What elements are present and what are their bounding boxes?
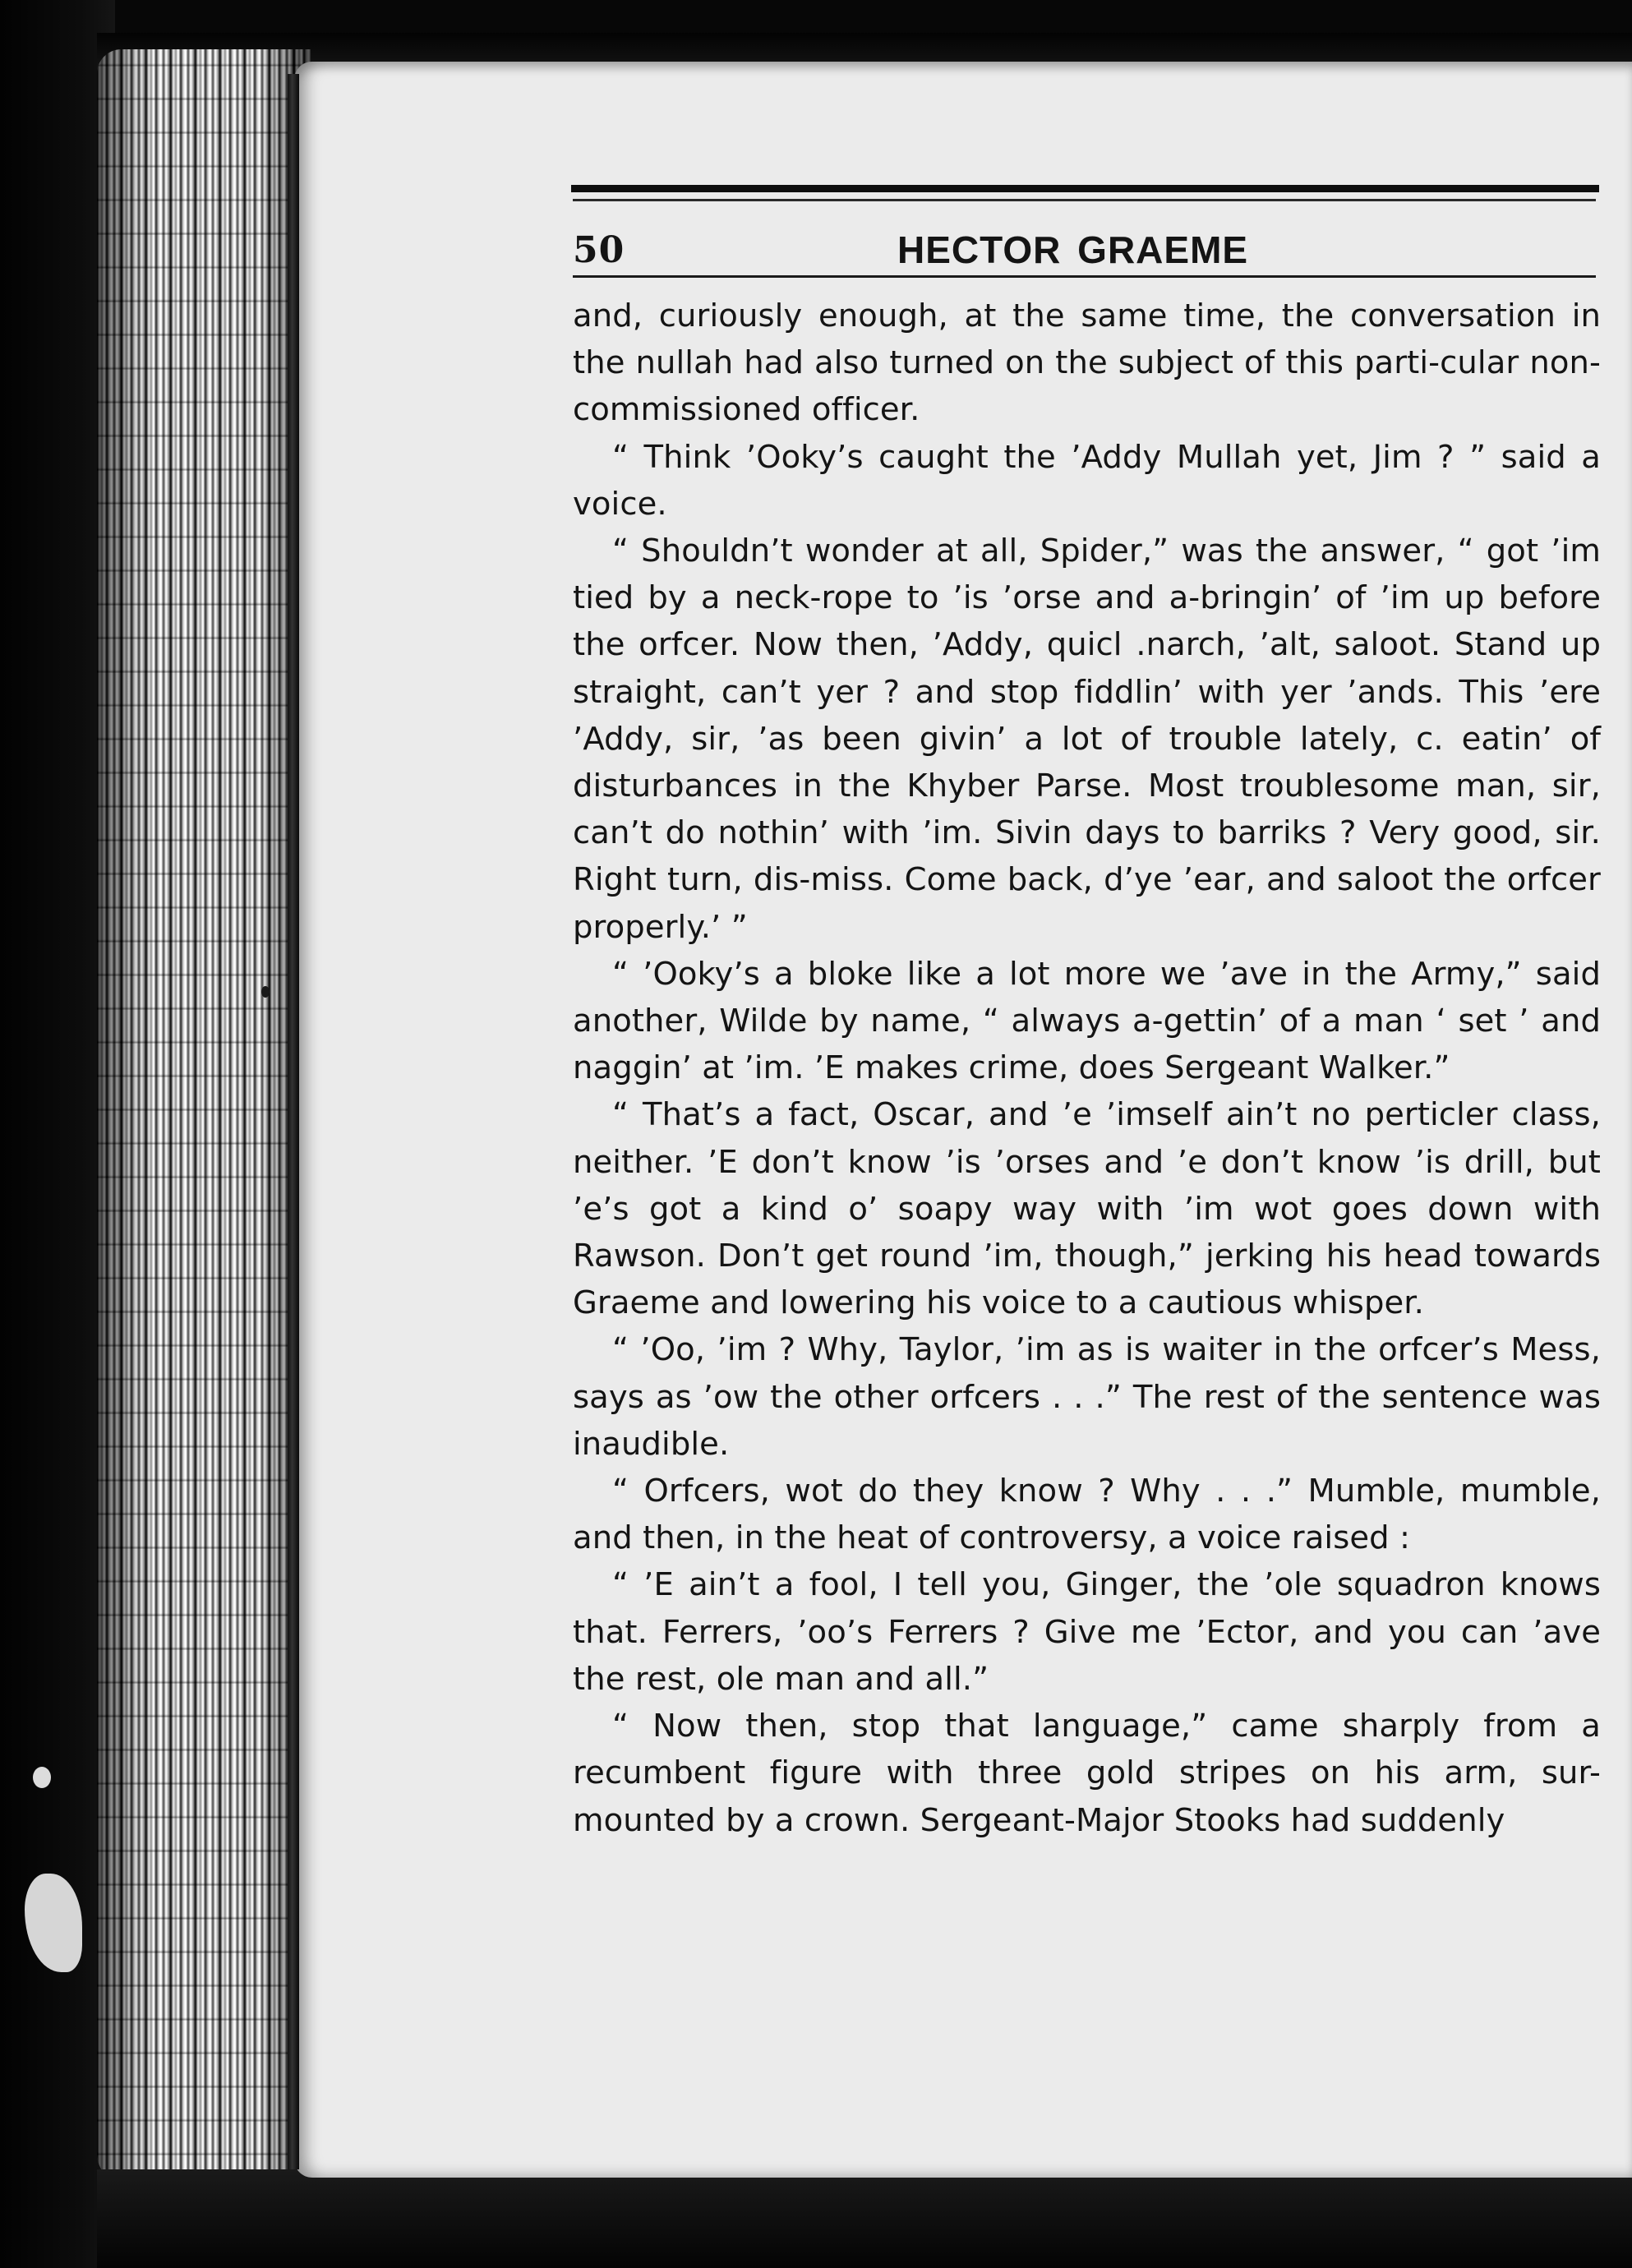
paragraph: “ Now then, stop that language,” came sharply from a recumbent figure with three gold stripes on his arm, sur-mounted by a crown. Sergeant-Major Stooks had suddenly: [573, 1708, 1601, 1839]
paragraph: and, curiously enough, at the same time, the conversation in the nullah had also turned on the subject of this parti-cular non-commissioned officer.: [573, 297, 1601, 429]
body-text: [573, 293, 1601, 1844]
running-title: HECTOR GRAEME: [897, 228, 1249, 271]
running-head: [573, 216, 1601, 275]
paragraph: “ Think ’Ooky’s caught the ’Addy Mullah yet, Jim ? ” said a voice.: [573, 438, 1601, 523]
paragraph: “ Shouldn’t wonder at all, Spider,” was the answer, “ got ’im tied by a neck-rope to ’is ’orse and a-bringin’ of ’im up before the orfcer. Now then, ’Addy, quicl .narch, ’alt, saloot. Stand up straight, can’t yer ? and stop fiddlin’ with yer ’ands. This ’ere ’Addy, sir, ’as been givin’ a lot of trouble lately, c. eatin’ of disturbances in the Khyber Parse. Most troublesome man, sir, can’t do nothin’ with ’im. Sivin days to barriks ? Very good, sir. Right turn, dis-miss. Come back, d’ye ’ear, and saloot the orfcer properly.’ ”: [573, 532, 1601, 946]
page-gutter: [288, 74, 299, 2169]
paragraph: “ ’Oo, ’im ? Why, Taylor, ’im as is waiter in the orfcer’s Mess, says as ’ow the other orfcers . . .” The rest of the sentence was inaudible.: [573, 1331, 1601, 1463]
scan-speck: [33, 1767, 51, 1788]
paragraph: “ ’E ain’t a fool, I tell you, Ginger, the ’ole squadron knows that. Ferrers, ’oo’s Ferrers ? Give me ’Ector, and you can ’ave the rest, ole man and all.”: [573, 1566, 1601, 1698]
page-number: 50: [573, 229, 625, 271]
running-head-rule: [573, 275, 1596, 278]
bottom-shadow: [97, 2169, 1632, 2268]
scan-speck: [261, 986, 270, 998]
paragraph: “ Orfcers, wot do they know ? Why . . .” Mumble, mumble, and then, in the heat of controversy, a voice raised :: [573, 1473, 1601, 1557]
book-page-edges: [97, 49, 311, 2186]
header-rule-thick: [571, 185, 1599, 192]
paragraph: “ That’s a fact, Oscar, and ’e ’imself ain’t no perticler class, neither. ’E don’t know ’is ’orses and ’e don’t know ’is drill, but ’e’s got a kind o’ soapy way with ’im wot goes down with Rawson. Don’t get round ’im, though,” jerking his head towards Graeme and lowering his voice to a cautious whisper.: [573, 1096, 1601, 1322]
page-text-area: [573, 185, 1601, 1844]
paragraph: “ ’Ooky’s a bloke like a lot more we ’ave in the Army,” said another, Wilde by name, “ always a-gettin’ of a man ‘ set ’ and naggin’ at ’im. ’E makes crime, does Sergeant Walker.”: [573, 955, 1601, 1087]
header-rule-thin: [573, 199, 1596, 201]
